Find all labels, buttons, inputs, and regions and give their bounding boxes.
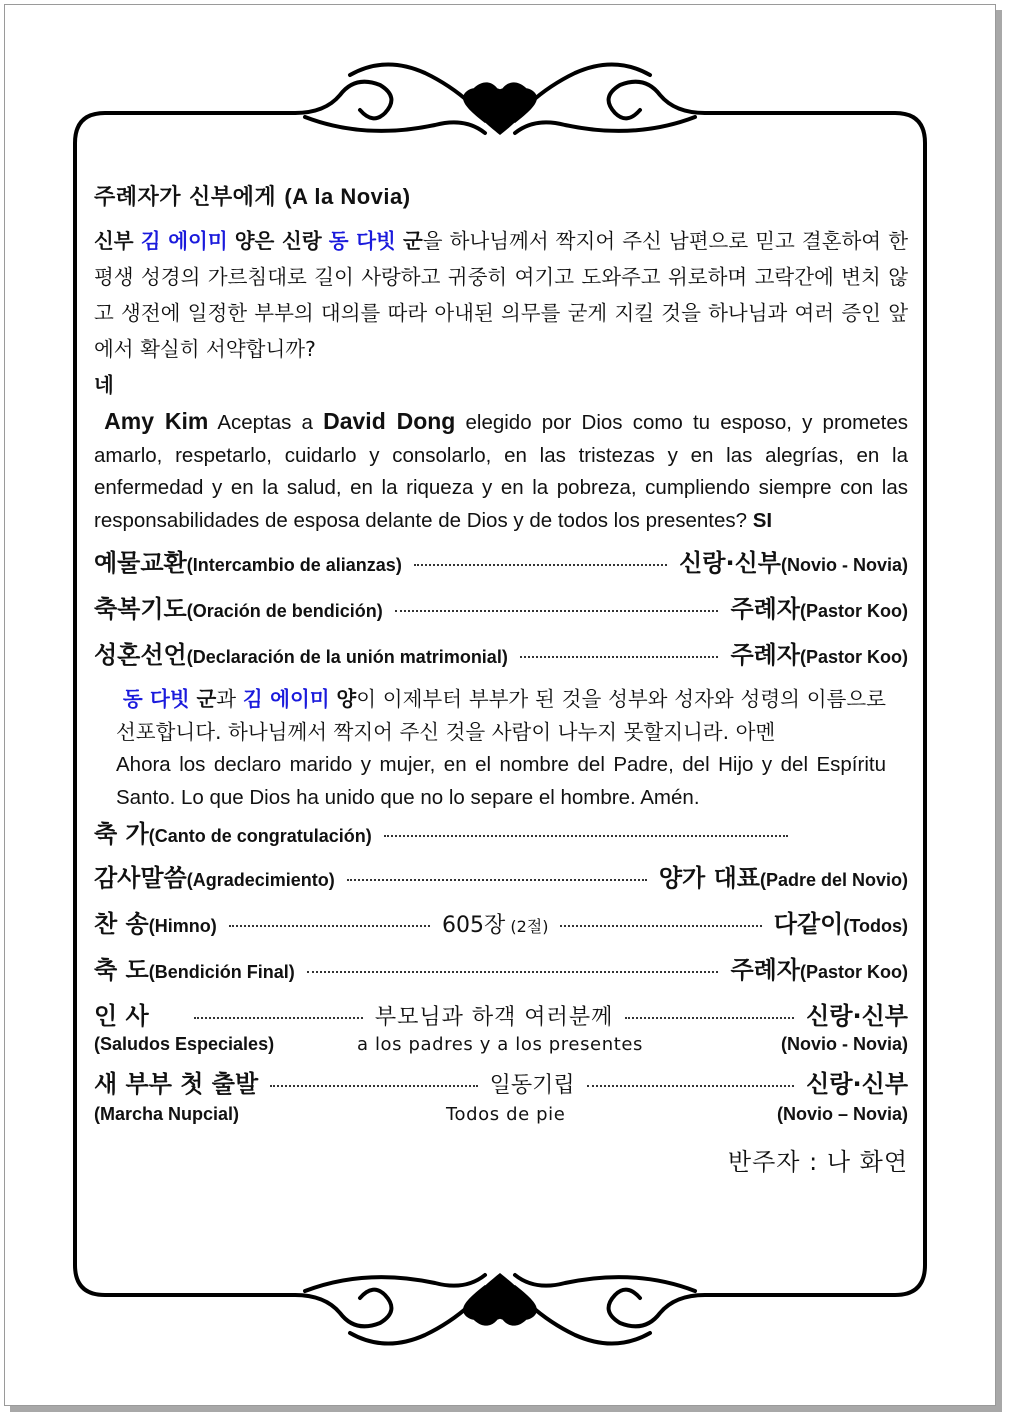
greeting-row (94, 996, 908, 1034)
order-label: 성혼선언 (94, 641, 187, 669)
vow-text-korean: 을 하나님께서 짝지어 주신 남편으로 믿고 결혼하여 한평생 성경의 가르침대로 길이 사랑하고 귀중히 여기고 도와주고 위로하며 고락간에 변치 않고 생전에 일정한 부부의 대의를 따라 아내된 의무를 굳게 지킬 것을 하나님과 여러 증인 앞에서 확실히 서약합니까? (94, 229, 908, 361)
order-responsible: 주례자 (730, 956, 800, 984)
order-label-spanish: (Himno) (148, 916, 217, 936)
leader-dots (270, 1085, 477, 1087)
decl-word: 군 (196, 687, 217, 711)
order-responsible: 주례자 (730, 641, 800, 669)
order-responsible-spanish: (Pastor Koo) (800, 962, 908, 982)
vow-word: 군 (402, 229, 423, 253)
order-label: 축 가 (94, 820, 149, 848)
leader-dots (414, 564, 667, 566)
leader-dots (625, 1017, 794, 1019)
vow-spanish (94, 405, 908, 537)
accompanist: 반주자 : 나 화연 (727, 1148, 908, 1176)
bride-name-spanish: Amy Kim (104, 408, 209, 434)
order-responsible-spanish: (Novio – Novia) (776, 1104, 908, 1124)
march-sub-row (94, 1104, 908, 1134)
order-label-spanish: (Oración de bendición) (186, 601, 383, 621)
order-label-spanish: (Bendición Final) (148, 962, 295, 982)
section-heading (94, 180, 908, 211)
order-responsible-spanish: (Novio - Novia) (780, 555, 908, 575)
leader-dots (347, 879, 647, 881)
order-responsible-spanish: (Padre del Novio) (759, 870, 908, 890)
leader-dots (395, 610, 719, 612)
vow-korean (94, 223, 908, 403)
declaration-spanish: Ahora los declaro marido y mujer, en el nombre del Padre, del Hijo y del Espíritu Santo. Lo que Dios ha unido que no lo separe el hombre. Amén. (116, 753, 886, 809)
order-label: 축 도 (94, 956, 149, 984)
leader-dots (587, 1085, 794, 1087)
vow-answer-spanish: SI (752, 508, 773, 532)
groom-name-korean: 동 다빗 (122, 687, 190, 711)
order-responsible: 주례자 (730, 595, 800, 623)
order-responsible-spanish: (Pastor Koo) (800, 647, 908, 667)
order-label: 축복기도 (94, 595, 187, 623)
decl-word: 과 (216, 687, 237, 711)
program-content (94, 180, 908, 1177)
leader-dots (560, 925, 761, 927)
march-text-spanish: Todos de pie (446, 1104, 566, 1125)
order-label: 감사말씀 (94, 864, 187, 892)
hymn-number: 605장 (442, 913, 506, 938)
leader-dots (194, 1017, 363, 1019)
order-label-spanish: (Marcha Nupcial) (94, 1104, 240, 1124)
leader-dots (384, 835, 788, 837)
order-row (94, 543, 908, 589)
order-row (94, 589, 908, 635)
vow-word: 신부 (94, 229, 134, 253)
order-label-spanish: (Declaración de la unión matrimonial) (186, 647, 508, 667)
order-responsible-spanish: (Pastor Koo) (800, 601, 908, 621)
vow-word: Aceptas a (217, 411, 313, 434)
greeting-text-spanish: a los padres y a los presentes (357, 1034, 644, 1055)
order-responsible: 신랑·신부 (806, 1070, 909, 1098)
hymn-verse: (2절) (510, 917, 549, 936)
march-text: 일동기립 (489, 1073, 575, 1098)
vow-word: 양은 신랑 (234, 229, 322, 253)
greeting-text: 부모님과 하객 여러분께 (374, 1005, 614, 1030)
leader-dots (229, 925, 430, 927)
order-responsible: 양가 대표 (658, 864, 760, 892)
groom-name-spanish: David Dong (323, 408, 456, 434)
order-label: 새 부부 첫 출발 (94, 1070, 259, 1098)
declaration-korean (94, 683, 908, 749)
leader-dots (520, 656, 719, 658)
bride-name-korean: 김 에이미 (242, 687, 330, 711)
order-label: 인 사 (94, 1002, 149, 1030)
order-responsible-spanish: (Novio - Novia) (780, 1034, 908, 1054)
order-responsible: 다같이 (773, 910, 844, 938)
decl-word: 양 (336, 687, 357, 711)
order-row (94, 635, 908, 681)
order-label: 찬 송 (94, 910, 149, 938)
order-label: 예물교환 (94, 549, 187, 577)
order-responsible: 신랑·신부 (679, 549, 781, 577)
greeting-sub-row (94, 1034, 908, 1064)
congrats-row (94, 814, 908, 858)
order-label-spanish: (Intercambio de alianzas) (186, 555, 402, 575)
order-row (94, 858, 908, 904)
hymn-row (94, 904, 908, 950)
heading-spanish: (A la Novia) (284, 184, 411, 209)
vow-text-spanish: elegido por Dios como tu esposo, y prometes amarlo, respetarlo, cuidarlo y consolarlo, en las tristezas y en las alegrías, en la enfermedad y en la salud, en la riqueza y en la pobreza, cumpliendo siempre con las responsabilidades de esposa delante de Dios y de todos los presentes? (94, 411, 908, 532)
order-list-1 (94, 543, 908, 681)
leader-dots (307, 971, 719, 973)
benediction-row (94, 950, 908, 996)
order-responsible: 신랑·신부 (806, 1002, 908, 1030)
order-label-spanish: (Agradecimiento) (186, 870, 335, 890)
heading-korean: 주례자가 신부에게 (94, 185, 277, 210)
bride-name-korean: 김 에이미 (140, 229, 228, 253)
march-row (94, 1064, 908, 1104)
order-responsible-spanish: (Todos) (843, 916, 908, 936)
groom-name-korean: 동 다빗 (328, 229, 396, 253)
order-label-spanish: (Saludos Especiales) (94, 1034, 275, 1054)
declaration-text-korean: 이 이제부터 부부가 된 것을 성부와 성자와 성령의 이름으로 선포합니다. 하나님께서 짝지어 주신 것을 사람이 나누지 못할지니라. 아멘 (116, 687, 886, 744)
order-label-spanish: (Canto de congratulación) (148, 826, 372, 846)
vow-answer-korean: 네 (94, 373, 114, 397)
